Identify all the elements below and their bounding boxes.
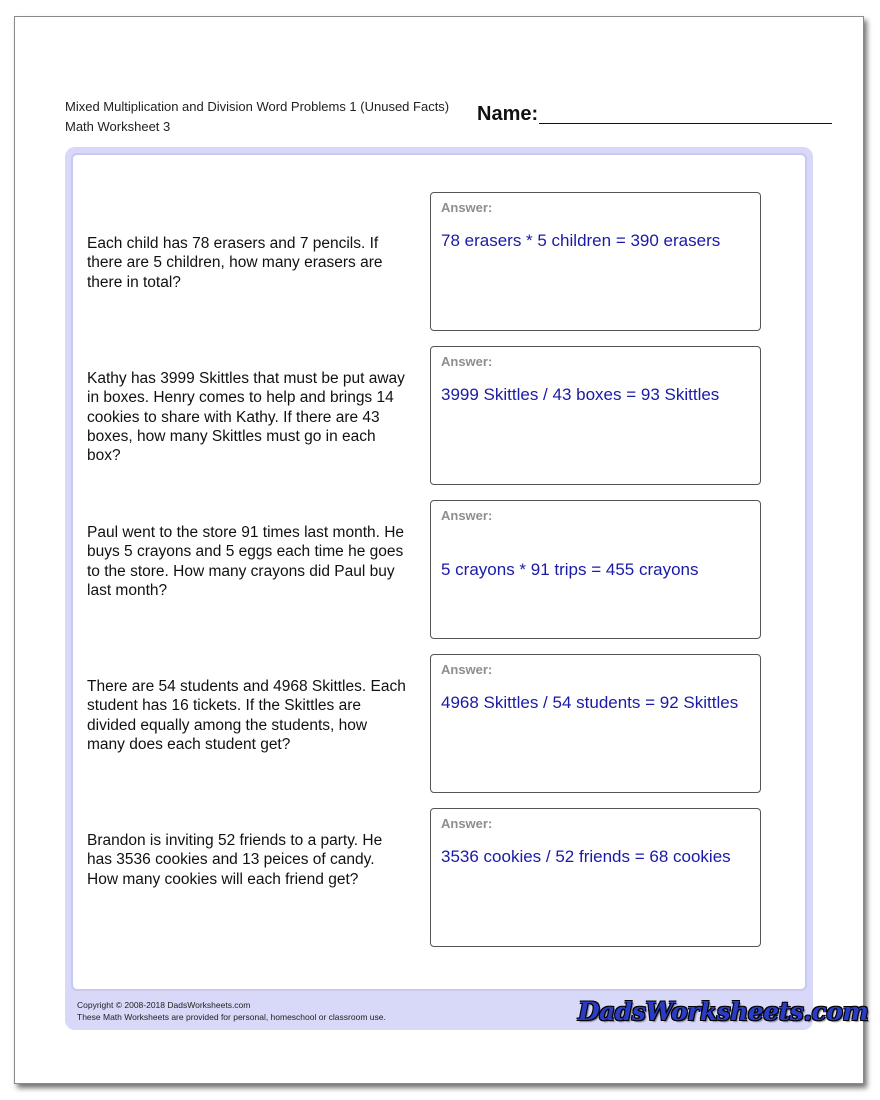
footer-copyright <box>77 999 386 1023</box>
problem-4-question: There are 54 students and 4968 Skittles. Each student has 16 tickets. If the Skittles are divided equally among the students, how many does each student get? <box>87 678 406 753</box>
answer-label: Answer: <box>441 354 493 369</box>
answer-5: 3536 cookies / 52 friends = 68 cookies <box>441 847 731 866</box>
answer-3: 5 crayons * 91 trips = 455 crayons <box>441 560 699 579</box>
problem-3-question: Paul went to the store 91 times last month. He buys 5 crayons and 5 eggs each time he goes to the store. How many crayons did Paul buy last month? <box>87 524 405 599</box>
name-label: Name: <box>477 103 539 125</box>
title-line-2: Math Worksheet 3 <box>65 119 171 134</box>
answer-box-3 <box>430 500 761 639</box>
answer-box-4 <box>430 654 761 793</box>
answer-label: Answer: <box>441 816 493 831</box>
usage-notice: These Math Worksheets are provided for personal, homeschool or classroom use. <box>77 1012 386 1022</box>
answer-box-1 <box>430 192 761 331</box>
problems-panel <box>71 153 807 991</box>
answer-box-5 <box>430 808 761 947</box>
answer-1: 78 erasers * 5 children = 390 erasers <box>441 231 721 250</box>
answer-label: Answer: <box>441 508 493 523</box>
copyright-text: Copyright © 2008-2018 DadsWorksheets.com <box>77 1000 251 1010</box>
problems-frame <box>65 147 869 1030</box>
answer-box-2 <box>430 346 761 485</box>
problem-5-question: Brandon is inviting 52 friends to a party. He has 3536 cookies and 13 peices of candy. How many cookies will each friend get? <box>87 832 383 888</box>
name-line <box>539 123 832 124</box>
worksheet-page <box>14 16 869 1084</box>
answer-2: 3999 Skittles / 43 boxes = 93 Skittles <box>441 385 720 404</box>
worksheet-title <box>65 97 449 137</box>
problem-1-question: Each child has 78 erasers and 7 pencils. If there are 5 children, how many erasers are there in total? <box>87 235 383 291</box>
problem-2-question: Kathy has 3999 Skittles that must be put away in boxes. Henry comes to help and brings 14 cookies to share with Kathy. If there are 43 boxes, how many Skittles must go in each box? <box>87 370 405 465</box>
dadsworksheets-logo: DadsWorksheets.com <box>578 997 869 1026</box>
answer-label: Answer: <box>441 200 493 215</box>
answer-4: 4968 Skittles / 54 students = 92 Skittles <box>441 693 739 712</box>
title-line-1: Mixed Multiplication and Division Word Problems 1 (Unused Facts) <box>65 99 450 114</box>
answer-label: Answer: <box>441 662 493 677</box>
